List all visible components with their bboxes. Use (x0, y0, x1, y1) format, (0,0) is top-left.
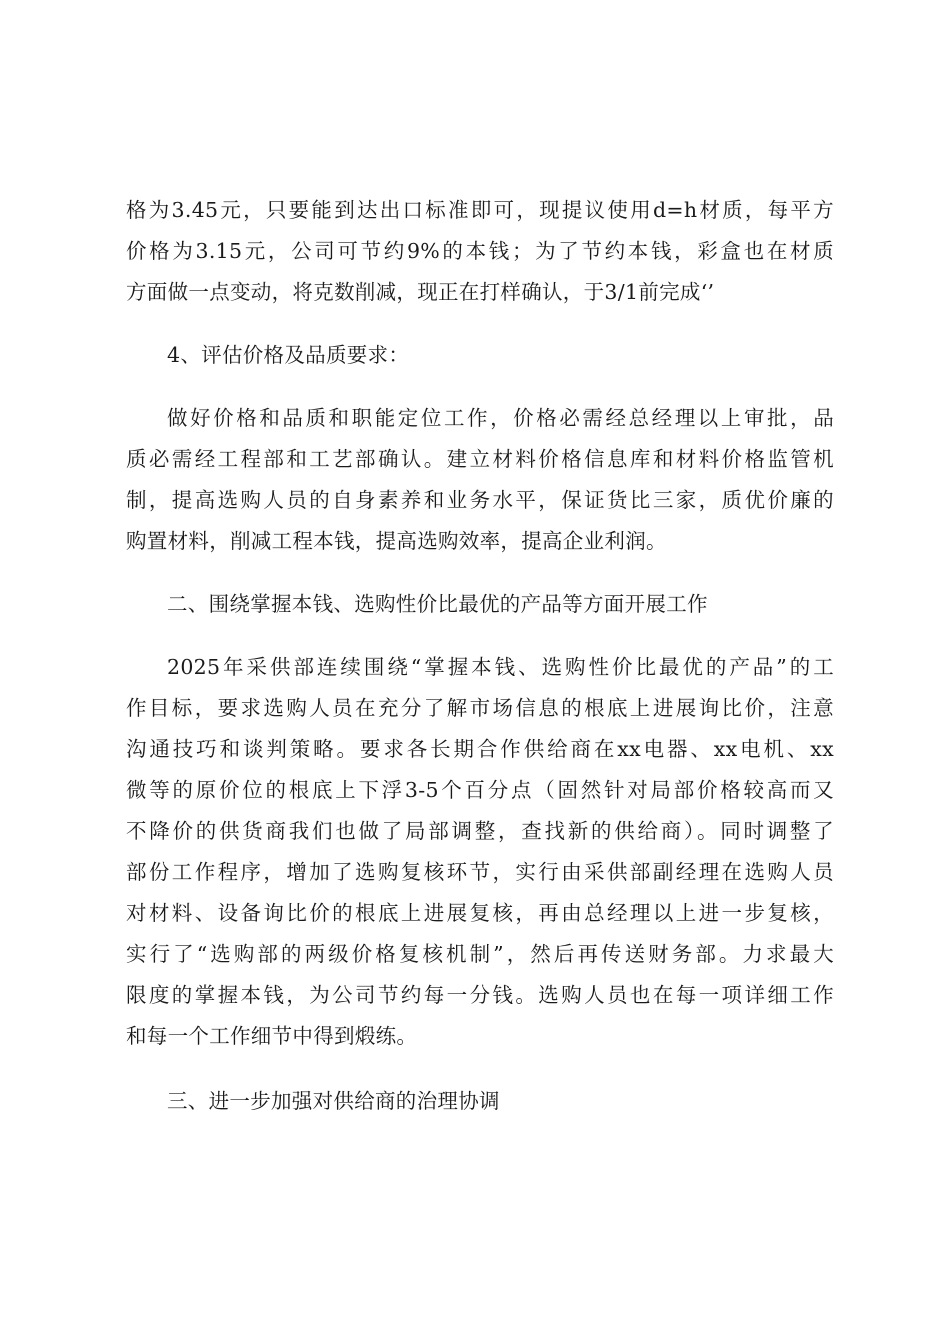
document-body (126, 190, 834, 1122)
paragraph-cost-control (126, 647, 834, 1057)
heading-price-quality: 4、评估价格及品质要求： (167, 343, 410, 367)
heading-section-two: 二、围绕掌握本钱、选购性价比最优的产品等方面开展工作 (167, 592, 708, 616)
text-line: 限度的掌握本钱，为公司节约每一分钱。选购人员也在每一项详细工作 (126, 983, 834, 1007)
text-line: 微等的原价位的根底上下浮3-5个百分点（固然针对局部价格较高而又 (126, 778, 834, 802)
text-line: 价格为3.15元，公司可节约9%的本钱；为了节约本钱，彩盒也在材质 (126, 239, 834, 263)
text-line: 和每一个工作细节中得到煅练。 (126, 1024, 418, 1048)
text-line: 部份工作程序，增加了选购复核环节，实行由采供部副经理在选购人员 (126, 860, 834, 884)
paragraph-material-cost (126, 190, 834, 313)
text-line: 做好价格和品质和职能定位工作，价格必需经总经理以上审批，品 (167, 406, 834, 430)
text-line: 购置材料，削减工程本钱，提高选购效率，提高企业利润。 (126, 529, 667, 553)
text-line: 2025年采供部连续围绕“掌握本钱、选购性价比最优的产品”的工 (167, 655, 834, 679)
text-line: 实行了“选购部的两级价格复核机制”，然后再传送财务部。力求最大 (126, 942, 834, 966)
text-line: 沟通技巧和谈判策略。要求各长期合作供给商在xx电器、xx电机、xx (126, 737, 834, 761)
text-line: 方面做一点变动，将克数削减，现正在打样确认，于3/1前完成‘’ (126, 280, 715, 304)
heading-section-three: 三、进一步加强对供给商的治理协调 (167, 1089, 500, 1113)
text-line: 作目标，要求选购人员在充分了解市场信息的根底上进展询比价，注意 (126, 696, 834, 720)
text-line: 质必需经工程部和工艺部确认。建立材料价格信息库和材料价格监管机 (126, 447, 834, 471)
paragraph-price-quality (126, 398, 834, 562)
text-line: 不降价的供货商我们也做了局部调整，查找新的供给商）。同时调整了 (126, 819, 834, 843)
text-line: 格为3.45元，只要能到达出口标准即可，现提议使用d=h材质，每平方 (126, 198, 834, 222)
text-line: 制，提高选购人员的自身素养和业务水平，保证货比三家，质优价廉的 (126, 488, 834, 512)
text-line: 对材料、设备询比价的根底上进展复核，再由总经理以上进一步复核， (126, 901, 834, 925)
